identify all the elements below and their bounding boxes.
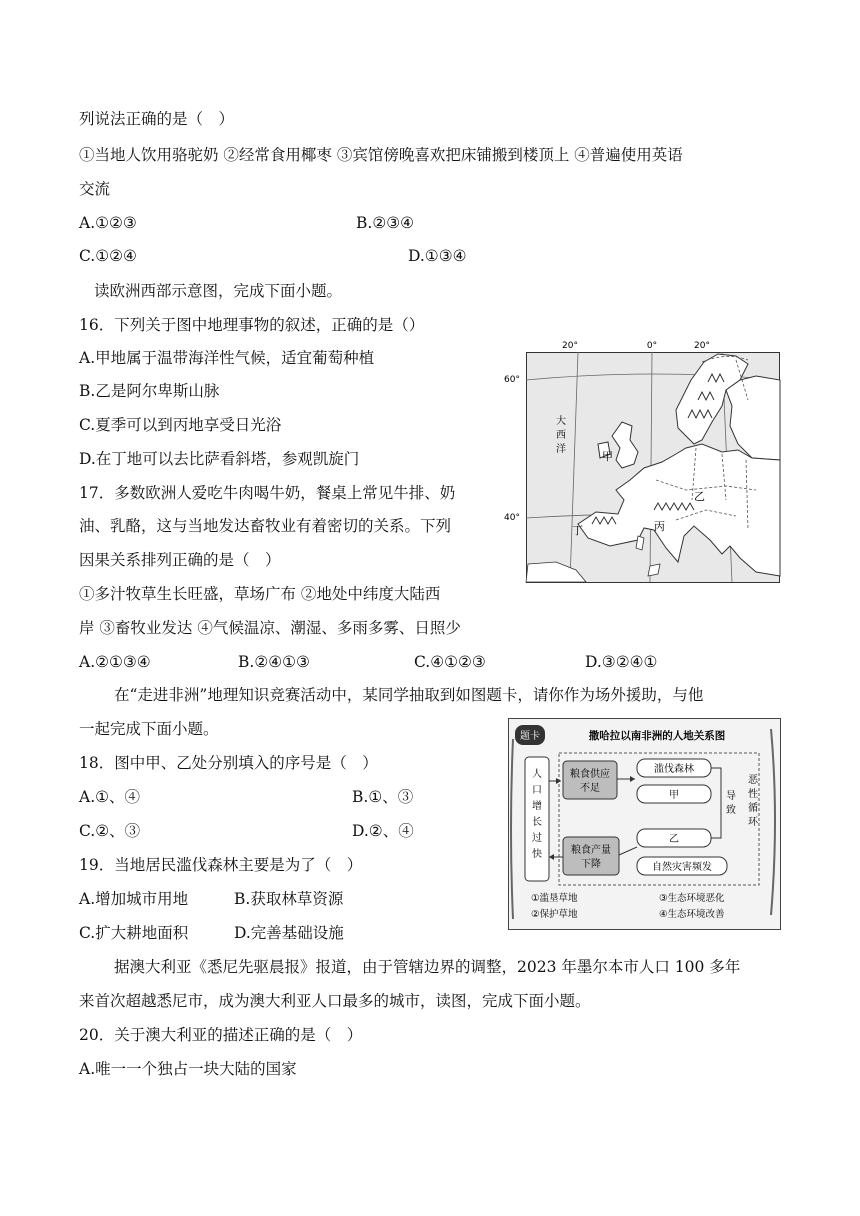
q17-statements-2: 岸 ③畜牧业发达 ④气候温凉、潮湿、多雨多雾、日照少 xyxy=(79,619,461,637)
legend-3: ③生态环境恶化 xyxy=(659,893,725,904)
place-yi: 乙 xyxy=(694,490,705,503)
q18-option-a: A.①、④ xyxy=(79,788,141,806)
scroll-left-edge xyxy=(511,739,513,919)
q19-option-c: C.扩大耕地面积 xyxy=(79,924,189,942)
africa-intro-2: 一起完成下面小题。 xyxy=(79,720,219,738)
place-jia: 甲 xyxy=(602,450,613,463)
aus-intro-2: 来首次超越悉尼市，成为澳大利亚人口最多的城市，读图，完成下面小题。 xyxy=(79,992,591,1010)
q15-stem-end: 列说法正确的是（ ） xyxy=(79,110,235,128)
card-title: 撒哈拉以南非洲的人地关系图 xyxy=(588,730,726,742)
food-short-label: 粮食供应不足 xyxy=(570,769,610,794)
lon-label-20w: 20° xyxy=(562,341,578,351)
ocean-label-2: 西 xyxy=(556,430,566,441)
q17-option-b: B.②④①③ xyxy=(238,653,310,671)
lat-label-60: 60° xyxy=(504,375,520,385)
scroll-right-edge xyxy=(771,729,775,915)
lon-label-0: 0° xyxy=(646,341,658,351)
cycle-label: 恶性循环 xyxy=(748,775,758,828)
q18-option-d: D.②、④ xyxy=(352,822,414,840)
legend-2: ②保护草地 xyxy=(531,909,578,920)
legend-1: ①滥垦草地 xyxy=(531,893,578,904)
lon-label-20e: 20° xyxy=(694,341,710,351)
arrow-to-yield xyxy=(619,847,637,855)
population-label: 人口增长过快 xyxy=(532,769,542,860)
q19-option-d: D.完善基础设施 xyxy=(234,924,344,942)
q15-option-b: B.②③④ xyxy=(356,214,415,232)
europe-intro: 读欧洲西部示意图，完成下面小题。 xyxy=(94,282,343,300)
q18-option-c: C.②、③ xyxy=(79,822,141,840)
q15-option-d: D.①③④ xyxy=(408,247,467,265)
arrowhead-1 xyxy=(556,778,561,784)
q20-option-a: A.唯一一个独占一块大陆的国家 xyxy=(79,1060,297,1078)
q19-option-b: B.获取林草资源 xyxy=(234,890,344,908)
q19-stem: 19．当地居民滥伐森林主要是为了（ ） xyxy=(79,856,363,874)
aus-intro-1: 据澳大利亚《悉尼先驱晨报》报道，由于管辖边界的调整，2023 年墨尔本市人口 100 多年 xyxy=(114,958,741,976)
q16-option-a: A.甲地属于温带海洋性气候，适宜葡萄种植 xyxy=(79,349,375,367)
q15-option-a: A.①②③ xyxy=(79,214,137,232)
africa-card-svg xyxy=(509,719,780,929)
europe-map xyxy=(504,340,780,583)
q19-option-a: A.增加城市用地 xyxy=(79,890,189,908)
deforest-label: 滥伐森林 xyxy=(654,764,694,775)
ocean-label-1: 大 xyxy=(556,416,566,427)
disaster-label: 自然灾害频发 xyxy=(652,862,712,873)
q17-option-d: D.③②④① xyxy=(585,653,658,671)
q20-stem: 20．关于澳大利亚的描述正确的是（ ） xyxy=(79,1026,363,1044)
q17-stem-1: 17．多数欧洲人爱吃牛肉喝牛奶，餐桌上常见牛排、奶 xyxy=(79,484,456,502)
place-bing: 丙 xyxy=(654,520,665,533)
island-sicily xyxy=(648,564,660,576)
ocean-label-3: 洋 xyxy=(556,444,566,455)
yi-label: 乙 xyxy=(669,834,679,845)
q17-option-c: C.④①②③ xyxy=(414,653,486,671)
q17-option-a: A.②①③④ xyxy=(79,653,151,671)
legend-4: ④生态环境改善 xyxy=(659,909,725,920)
arrowhead-2 xyxy=(549,854,554,860)
jia-label: 甲 xyxy=(669,790,679,801)
place-ding: 丁 xyxy=(572,524,583,537)
q16-option-b: B.乙是阿尔卑斯山脉 xyxy=(79,382,220,400)
q15-option-c: C.①②④ xyxy=(79,247,137,265)
africa-question-card xyxy=(508,718,781,930)
q15-statements-cont: 交流 xyxy=(79,180,111,198)
lead-label: 导致 xyxy=(726,791,736,816)
arrowhead-3 xyxy=(630,776,635,782)
africa-intro-1: 在“走进非洲”地理知识竞赛活动中，某同学抽取到如图题卡，请你作为场外援助，与他 xyxy=(114,686,704,704)
yield-label: 粮食产量下降 xyxy=(571,845,611,870)
q17-stem-2: 油、乳酪，这与当地发达畜牧业有着密切的关系。下列 xyxy=(79,517,452,535)
q16-option-d: D.在丁地可以去比萨看斜塔，参观凯旋门 xyxy=(79,450,360,468)
europe-map-svg xyxy=(504,340,780,583)
q16-option-c: C.夏季可以到丙地享受日光浴 xyxy=(79,416,282,434)
q16-stem: 16．下列关于图中地理事物的叙述，正确的是（） xyxy=(79,316,425,334)
card-tag: 题卡 xyxy=(520,731,540,742)
q17-statements-1: ①多汁牧草生长旺盛，草场广布 ②地处中纬度大陆西 xyxy=(79,585,441,603)
q15-statements: ①当地人饮用骆驼奶 ②经常食用椰枣 ③宾馆傍晚喜欢把床铺搬到楼顶上 ④普遍使用英语 xyxy=(79,146,683,164)
q18-option-b: B.①、③ xyxy=(352,788,414,806)
lat-label-40: 40° xyxy=(504,513,520,523)
q18-stem: 18．图中甲、乙处分别填入的序号是（ ） xyxy=(79,754,378,772)
lead-bracket xyxy=(711,768,721,838)
q17-stem-3: 因果关系排列正确的是（ ） xyxy=(79,551,281,569)
